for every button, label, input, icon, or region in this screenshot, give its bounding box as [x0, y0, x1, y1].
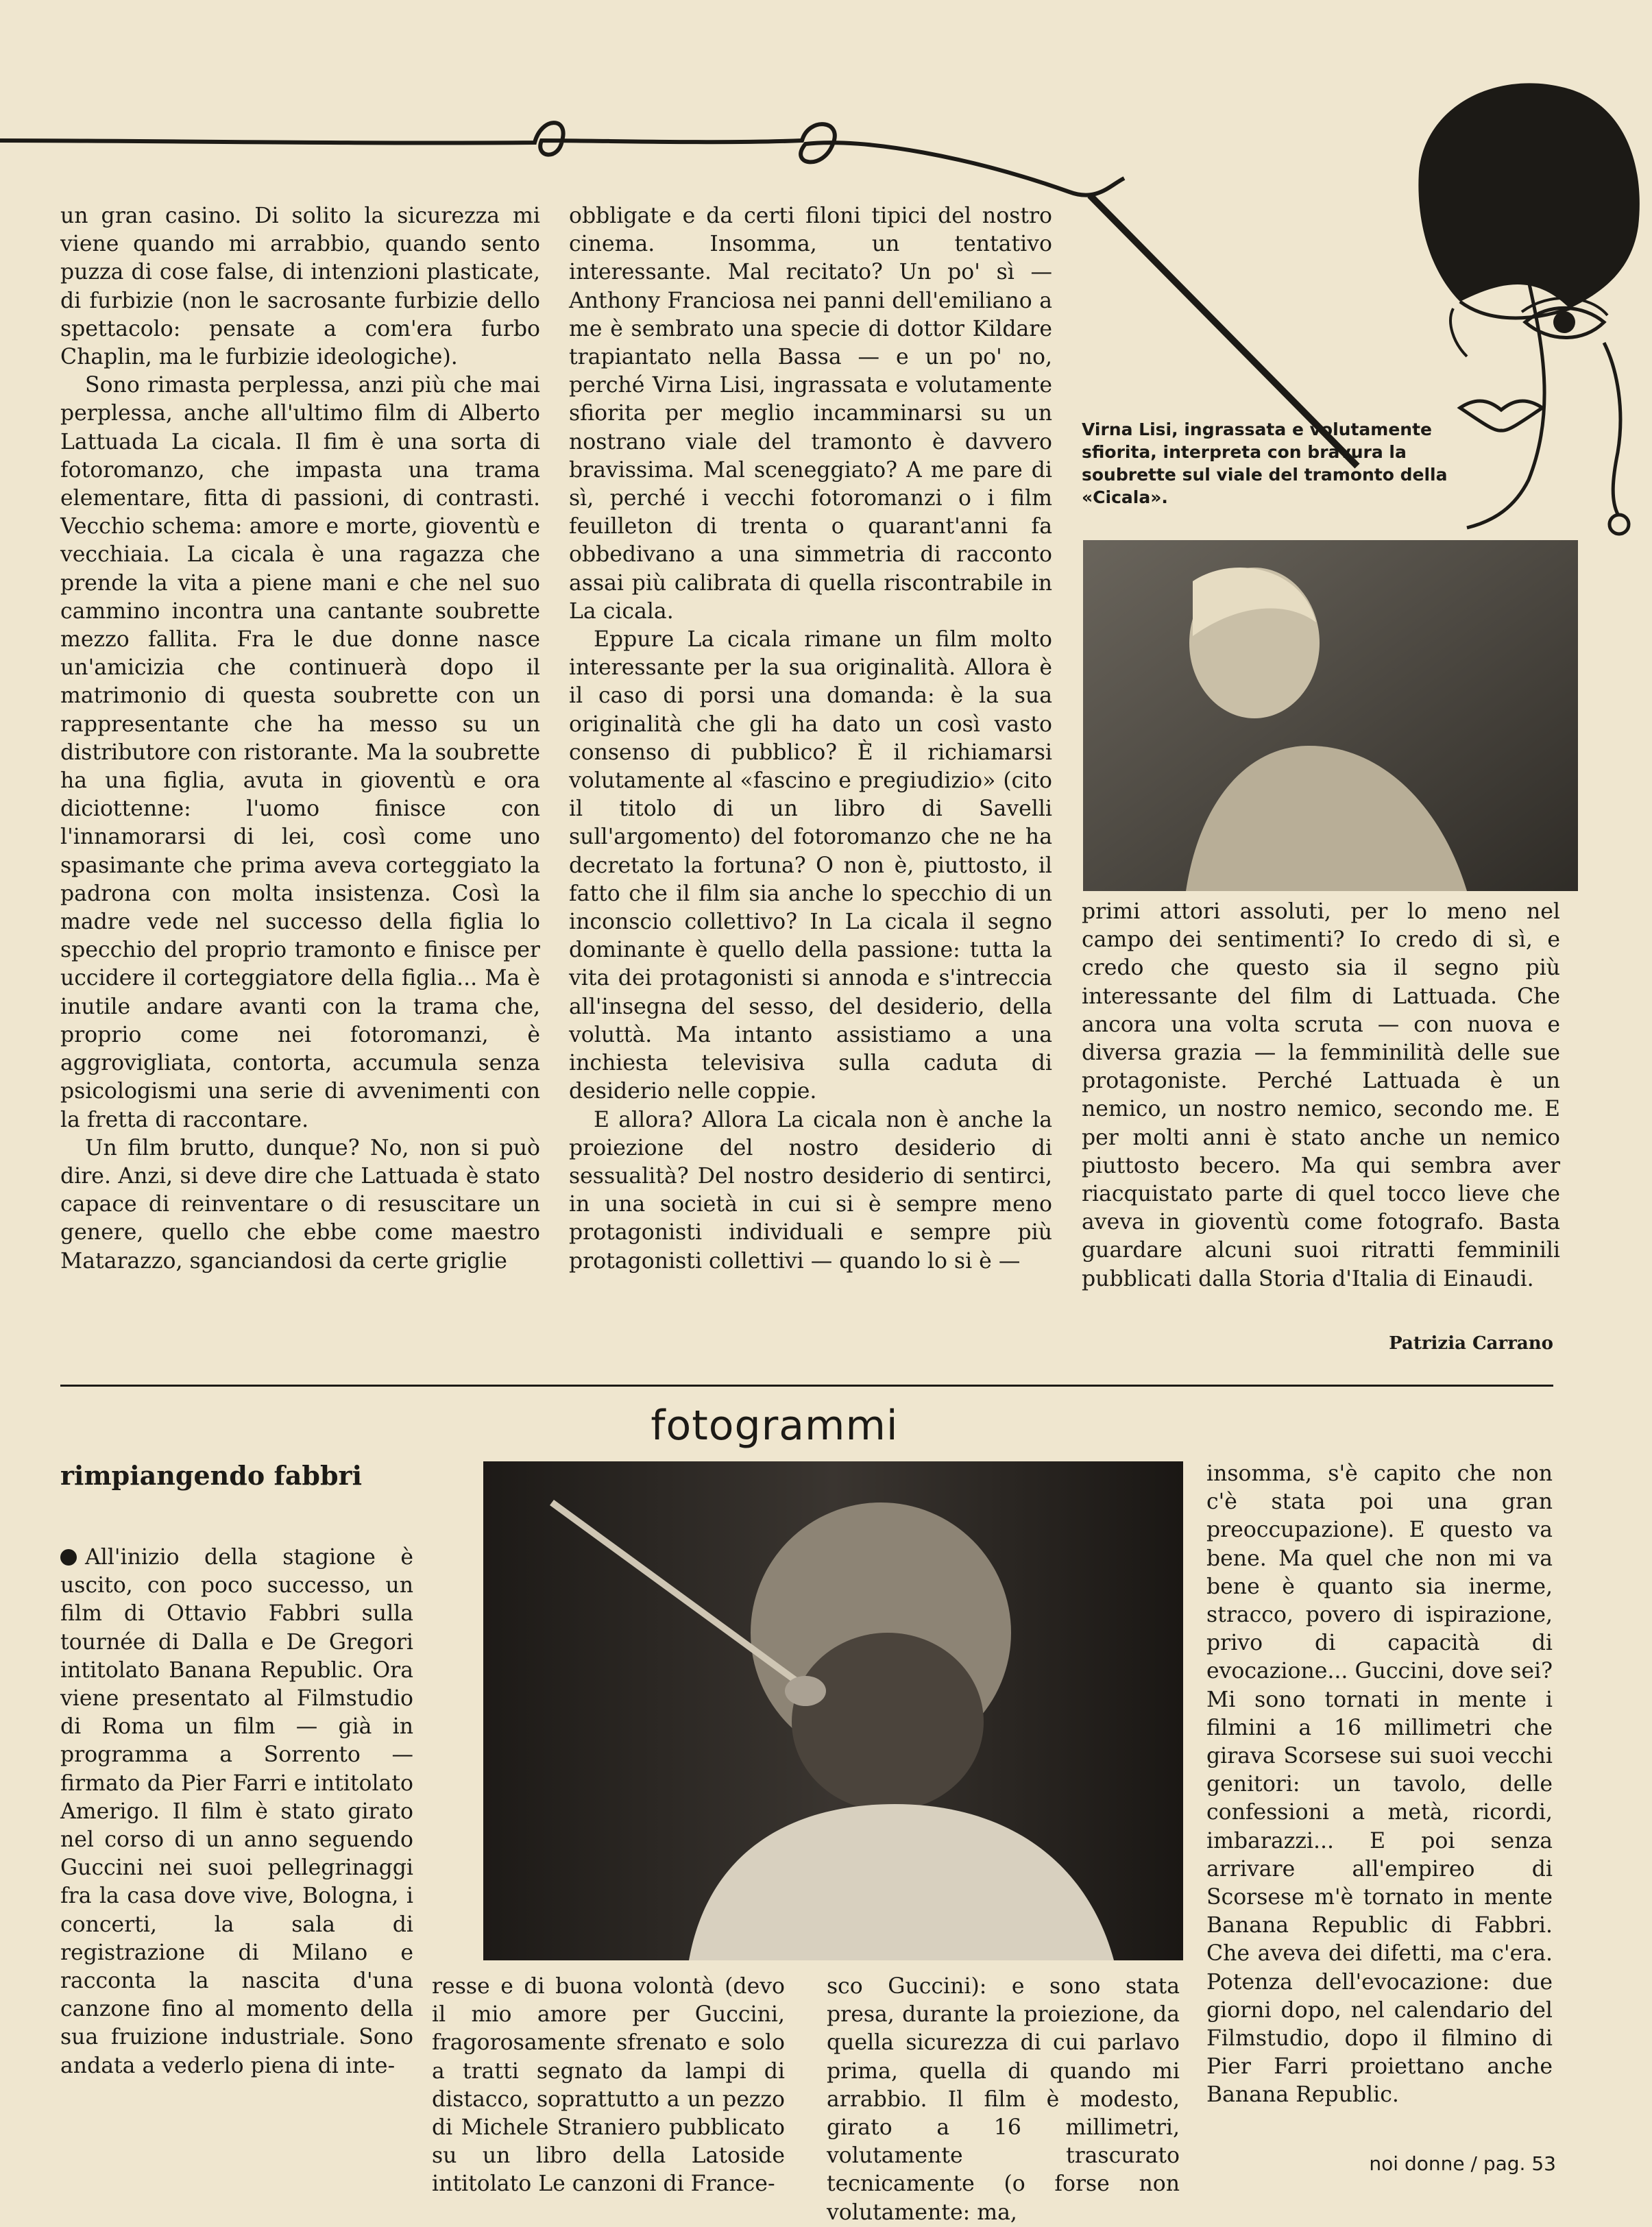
article-column-1	[60, 202, 540, 1276]
fotogrammi-column-3	[827, 1973, 1180, 2227]
fotogrammi-column-2	[432, 1973, 785, 2199]
article-paragraph: Sono rimasta perplessa, anzi più che mai perplessa, anche all'ultimo film di Alberto Lattuada La cicala. Il fim è una sorta di fotoromanzo, che impasta una trama elementare, fitta di passioni, di contrasti. Vecchio schema: amore e morte, gioventù e vecchiaia. La cicala è una ragazza che prende la vita a piene mani e che nel suo cammino incontra una cantante soubrette mezzo fallita. Fra le due donne nasce un'amicizia che continuerà dopo il matrimonio di questa soubrette con un rappresentante che ha messo su un distributore con ristorante. Ma la soubrette ha una figlia, avuta in gioventù e ora diciottenne: l'uomo finisce con l'innamorarsi di lei, così come uno spasimante che prima aveva corteggiato la padrona con molta insistenza. Così la madre vede nel successo della figlia lo specchio del proprio tramonto e finisce per uccidere il corteggiatore della figlia... Ma è inutile andare avanti con la trama che, proprio come nei fotoromanzi, è aggrovigliata, contorta, accumula senza psicologismi una serie di avvenimenti con la fretta di raccontare.	[60, 373, 540, 1132]
virna-lisi-photo-placeholder	[1083, 540, 1578, 891]
fotogrammi-text: sco Guccini): e sono stata presa, durante la proiezione, da quella sicurezza di cui parlavo prima, quella di quando mi arrabbio. Il film è modesto, girato a 16 millimetri, volutamente trascurato tecnicamente (o forse non volutamente: ma,	[827, 1974, 1180, 2225]
footer-separator: /	[1470, 2152, 1477, 2175]
section-divider	[60, 1385, 1553, 1387]
page-label: pag.	[1483, 2152, 1526, 2175]
virna-lisi-photo	[1083, 540, 1578, 891]
article-paragraph: obbligate e da certi filoni tipici del nostro cinema. Insomma, un tentativo interessante. Mal recitato? Un po' sì — Anthony Franciosa nei panni dell'emiliano a me è sembrato una specie di dottor Kildare trapiantato nella Bassa — e un po' no, perché Virna Lisi, ingrassata e volutamente sfiorita per meglio incamminarsi su un nostrano viale del tramonto è davvero bravissima. Mal sceneggiato? A me pare di sì, perché i vecchi fotoromanzi o i film feuilleton di trenta o quarant'anni fa obbedivano a una simmetria di racconto assai più calibrata di quella riscontrabile in La cicala.	[569, 204, 1052, 624]
fotogrammi-text: All'inizio della stagione è uscito, con poco successo, un film di Ottavio Fabbri sulla tournée di Dalla e De Gregori intitolato Banana Republic. Ora viene presentato al Filmstudio di Roma un film — già in programma a Sorrento — firmato da Pier Farri e intitolato Amerigo. Il film è stato girato nel corso di un anno seguendo Guccini nei suoi pellegrinaggi fra la casa dove vive, Bologna, i concerti, la sala di registrazione di Milano e racconta la nascita d'una canzone fino al momento della sua fruizione industriale. Sono andata a vederlo piena di inte-	[60, 1545, 413, 2078]
fotogrammi-text: insomma, s'è capito che non c'è stata poi una gran preoccupazione). E questo va bene. Ma quel che non mi va bene è quanto sia inerme, stracco, povero di ispirazione, privo di capacità di evocazione... Guccini, dove sei? Mi sono tornati in mente i filmini a 16 millimetri che girava Scorsese sui suoi vecchi genitori: un tavolo, delle confessioni a metà, ricordi, imbarazzi... E poi senza arrivare all'empireo di Scorsese m'è tornato in mente Banana Republic di Fabbri. Che aveva dei difetti, ma c'era. Potenza dell'evocazione: due giorni dopo, nel calendario del Filmstudio, dopo il filmino di Pier Farri proiettano anche Banana Republic.	[1206, 1461, 1553, 2108]
page-number: 53	[1531, 2152, 1556, 2175]
bullet-icon	[60, 1549, 77, 1566]
guccini-photo-placeholder	[483, 1461, 1183, 1960]
article-column-3	[1082, 898, 1560, 1293]
article-paragraph: Eppure La cicala rimane un film molto interessante per la sua originalità. Allora è il caso di porsi una domanda: è la sua originalità che gli ha dato un così vasto consenso di pubblico? È il richiamarsi volutamente al «fascino e pregiudizio» (cito il titolo di un libro di Savelli sull'argomento) del fotoromanzo che ne ha decretato la fortuna? O non è, piuttosto, il fatto che il film sia anche lo specchio di un inconscio collettivo? In La cicala il segno dominante è quello della passione: tutta la vita dei protagonisti si annoda e s'intreccia all'insegna del sesso, del desiderio, della voluttà. Ma intanto assistiamo a una inchiesta televisiva sulla caduta di desiderio nelle coppie.	[569, 627, 1052, 1104]
article-paragraph: Un film brutto, dunque? No, non si può dire. Anzi, si deve dire che Lattuada è stato capace di reinventare o di resuscitare un genere, quello che ebbe come maestro Matarazzo, sganciandosi da certe griglie	[60, 1135, 540, 1274]
section-title: fotogrammi	[651, 1402, 899, 1450]
guccini-photo	[483, 1461, 1183, 1960]
author-signature: Patrizia Carrano	[1389, 1333, 1553, 1354]
fotogrammi-column-1	[60, 1544, 413, 2080]
article-column-2	[569, 202, 1052, 1276]
article-paragraph: primi attori assoluti, per lo meno nel campo dei sentimenti? Io credo di sì, e credo che questo sia il segno più interessante del film di Lattuada. Che ancora una volta scruta — con nuova e diversa grazia — la femminilità delle sue protagoniste. Perché Lattuada è un nemico, un nostro nemico, secondo me. E per molti anni è stato anche un nemico piuttosto becero. Ma qui sembra aver riacquistato parte di quel tocco lieve che aveva in gioventù come fotografo. Basta guardare alcuni suoi ritratti femminili pubblicati dalla Storia d'Italia di Einaudi.	[1082, 899, 1560, 1291]
fotogrammi-text: resse e di buona volontà (devo il mio amore per Guccini, fragorosamente sfrenato e solo a tratti segnato da lampi di distacco, soprattutto a un pezzo di Michele Straniero pubblicato su un libro della Latoside intitolato Le canzoni di France-	[432, 1974, 785, 2197]
magazine-name: noi donne	[1369, 2152, 1465, 2175]
photo-caption: Virna Lisi, ingrassata e volutamente sfiorita, interpreta con bravura la soubrette sul viale del tramonto della «Cicala».	[1082, 419, 1448, 507]
article-paragraph: un gran casino. Di solito la sicurezza mi viene quando mi arrabbio, quando sento puzza di cose false, di intenzioni plasticate, di furbizie (non le sacrosante furbizie dello spettacolo: pensate a com'era furbo Chaplin, ma le furbizie ideologiche).	[60, 204, 540, 370]
sidebar-headline: rimpiangendo fabbri	[60, 1460, 363, 1491]
fotogrammi-column-4	[1206, 1460, 1553, 2110]
lips-icon	[1460, 401, 1542, 430]
article-paragraph: E allora? Allora La cicala non è anche la proiezione del nostro desiderio di sessualità? Del nostro desiderio di sentirci, in una società in cui si è sempre meno protagonisti individuali e sempre più protagonisti collettivi — quando lo si è —	[569, 1107, 1052, 1274]
page-footer	[1369, 2152, 1556, 2175]
